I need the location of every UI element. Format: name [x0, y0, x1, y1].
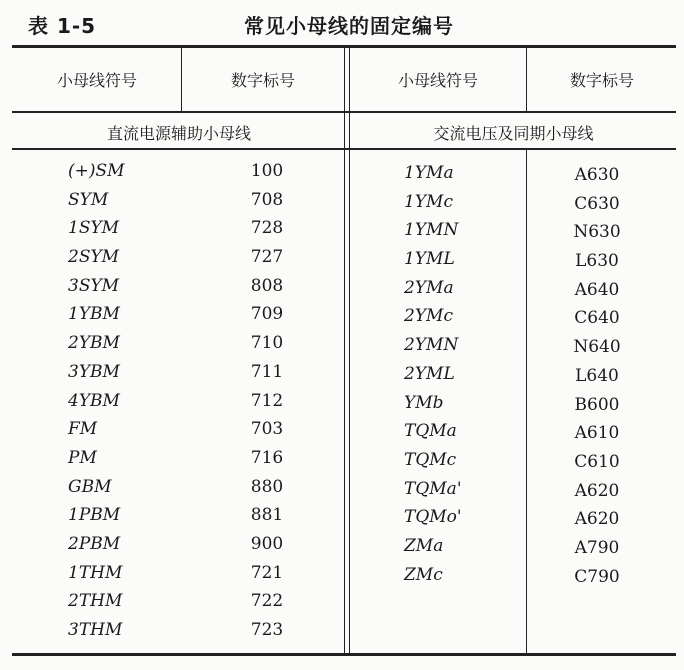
number-cell: 709: [250, 304, 284, 325]
bus-symbol-cell: 3SYM: [68, 275, 120, 296]
bus-symbol-cell: 2YMN: [404, 335, 459, 356]
bus-symbol-cell: 2YML: [404, 363, 455, 384]
number-cell: L640: [575, 365, 619, 386]
bus-symbol-cell: GBM: [68, 476, 112, 497]
bus-symbol-cell: 2THM: [68, 591, 123, 612]
number-cell: C790: [574, 566, 620, 587]
bus-symbol-cell: 1YMa: [404, 163, 454, 183]
bus-symbol-cell: PM: [68, 447, 97, 468]
vrule-right-inner: [526, 46, 527, 112]
bus-symbol-cell: 1SYM: [68, 218, 120, 239]
number-cell: B600: [574, 394, 620, 415]
number-cell: 880: [250, 476, 284, 497]
vrule-left-inner: [181, 46, 182, 112]
bus-symbol-cell: 1YMc: [404, 191, 453, 212]
header-number-right: 数字标号: [569, 71, 634, 90]
number-cell: 900: [250, 533, 284, 554]
number-cell: 711: [250, 361, 284, 382]
number-cell: A620: [574, 480, 620, 501]
bus-symbol-cell: 2YBM: [68, 333, 120, 354]
number-cell: 703: [250, 419, 284, 440]
bus-symbol-cell: TQMa': [404, 478, 462, 499]
bus-symbol-cell: FM: [68, 419, 98, 440]
bus-symbol-cell: 1YBM: [68, 304, 120, 325]
number-cell: 721: [250, 562, 284, 583]
number-cell: 716: [250, 447, 284, 468]
bus-symbol-cell: TQMc: [404, 449, 457, 470]
number-cell: 710: [250, 333, 284, 354]
number-cell: C610: [574, 451, 620, 472]
bus-symbol-cell: YMb: [404, 392, 444, 413]
number-cell: L630: [575, 251, 619, 272]
number-cell: 100: [250, 161, 284, 181]
bus-symbol-cell: TQMa: [404, 421, 457, 442]
header-bus-symbol-right: 小母线符号: [397, 71, 478, 90]
number-cell: C630: [574, 193, 620, 214]
number-cell: N630: [573, 222, 621, 243]
header-bus-symbol-left: 小母线符号: [56, 71, 137, 90]
column-bus-symbol-right: [404, 159, 554, 589]
number-cell: 723: [250, 620, 284, 640]
bus-symbol-cell: 2YMa: [404, 277, 454, 298]
number-cell: A790: [574, 537, 620, 558]
bus-symbol-cell: SYM: [68, 189, 109, 210]
table-title: 常见小母线的固定编号: [244, 14, 454, 38]
bus-symbol-cell: 4YBM: [68, 390, 120, 411]
bus-symbol-cell: 2SYM: [68, 247, 120, 268]
number-cell: A620: [574, 509, 620, 530]
number-cell: A630: [574, 165, 620, 185]
table-caption: [14, 8, 674, 38]
section-title-right: 交流电压及同期小母线: [433, 124, 594, 143]
column-bus-symbol-left: [68, 157, 218, 645]
bus-symbol-cell: (+)SM: [68, 161, 125, 181]
bus-symbol-cell: 2PBM: [68, 533, 121, 554]
number-cell: 722: [250, 591, 284, 612]
number-cell: N640: [573, 337, 621, 358]
number-cell: A610: [574, 423, 620, 444]
number-cell: C640: [574, 308, 620, 329]
bus-symbol-cell: 2YMc: [404, 306, 453, 327]
header-number-left: 数字标号: [230, 71, 295, 90]
bus-symbol-cell: 1PBM: [68, 505, 121, 526]
table-body: [0, 157, 684, 657]
bus-symbol-cell: ZMc: [404, 564, 443, 585]
number-cell: 808: [250, 275, 284, 296]
bus-symbol-cell: 3THM: [68, 620, 123, 640]
number-cell: 712: [250, 390, 284, 411]
number-cell: 708: [250, 189, 284, 210]
bus-symbol-cell: 1THM: [68, 562, 123, 583]
column-number-right: [542, 161, 652, 591]
table-label: 表 1-5: [28, 14, 97, 38]
bus-symbol-cell: 1YML: [404, 249, 455, 270]
bus-symbol-cell: 1YMN: [404, 220, 459, 241]
column-number-left: [222, 157, 312, 645]
bus-symbol-cell: TQMo': [404, 507, 462, 528]
section-title-left: 直流电源辅助小母线: [106, 124, 251, 143]
number-cell: A640: [574, 279, 620, 300]
number-cell: 727: [250, 247, 284, 268]
number-cell: 881: [250, 505, 284, 526]
bus-symbol-cell: 3YBM: [68, 361, 120, 382]
bus-symbol-cell: ZMa: [404, 535, 444, 556]
number-cell: 728: [250, 218, 284, 239]
